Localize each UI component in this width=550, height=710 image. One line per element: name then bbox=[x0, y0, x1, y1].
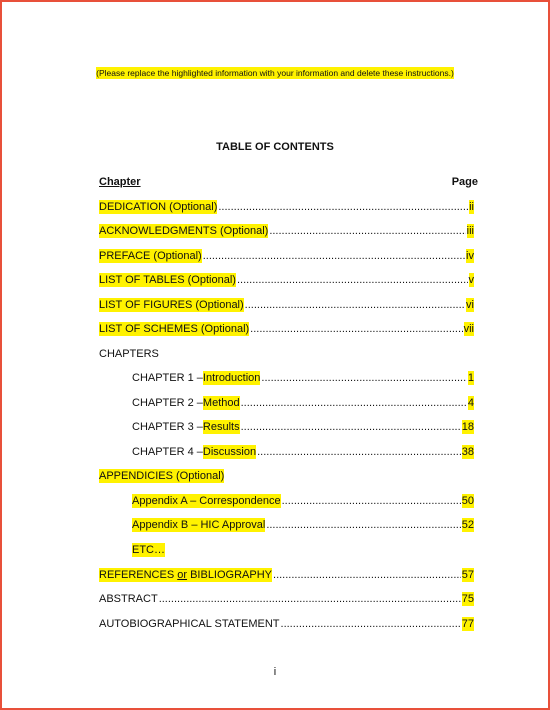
dot-leader bbox=[203, 249, 465, 263]
bibliography-text: BIBLIOGRAPHY bbox=[187, 569, 273, 581]
toc-chapter-2 bbox=[132, 396, 474, 410]
page-column-header: Page bbox=[451, 176, 478, 188]
toc-entry-page: iii bbox=[466, 225, 474, 237]
chapter-prefix: CHAPTER 1 – bbox=[132, 372, 203, 384]
dot-leader bbox=[218, 200, 468, 214]
references-label bbox=[99, 568, 272, 582]
toc-entry-page: 57 bbox=[461, 569, 474, 581]
toc-entry-label: DEDICATION (Optional) bbox=[99, 201, 218, 213]
toc-entry-page: 77 bbox=[461, 618, 474, 630]
dot-leader bbox=[241, 396, 467, 410]
dot-leader bbox=[273, 568, 461, 582]
toc-entry-label: ABSTRACT bbox=[99, 593, 158, 605]
toc-entry-label: ACKNOWLEDGMENTS (Optional) bbox=[99, 225, 269, 237]
toc-appendix-b bbox=[132, 518, 474, 532]
appendix-page: 50 bbox=[461, 495, 474, 507]
dot-leader bbox=[281, 617, 461, 631]
dot-leader bbox=[250, 322, 462, 336]
instructions-note bbox=[2, 68, 548, 78]
toc-entry-page: ii bbox=[469, 201, 474, 213]
toc-entry-dedication bbox=[99, 200, 474, 214]
toc-entry-page: v bbox=[468, 274, 474, 286]
chapters-heading-text: CHAPTERS bbox=[99, 348, 159, 360]
chapter-prefix: CHAPTER 3 – bbox=[132, 421, 203, 433]
toc-entry-label: LIST OF SCHEMES (Optional) bbox=[99, 323, 250, 335]
toc-entry-list-of-tables bbox=[99, 273, 474, 287]
appendices-heading-text: APPENDICIES (Optional) bbox=[99, 470, 225, 482]
toc-entry-autobiographical bbox=[99, 617, 474, 631]
toc-appendix-a bbox=[132, 494, 474, 508]
toc-entry-label: LIST OF TABLES (Optional) bbox=[99, 274, 236, 286]
toc-chapter-1 bbox=[132, 371, 474, 385]
toc-entry-acknowledgments bbox=[99, 224, 474, 238]
instructions-text: (Please replace the highlighted information with your information and delete these instructions.) bbox=[96, 68, 454, 78]
toc-entry-preface bbox=[99, 249, 474, 263]
appendices-heading bbox=[99, 469, 474, 483]
chapter-page: 18 bbox=[461, 421, 474, 433]
chapter-page: 1 bbox=[467, 372, 474, 384]
appendix-label: Appendix B – HIC Approval bbox=[132, 519, 266, 531]
dot-leader bbox=[266, 518, 460, 532]
toc-chapter-4 bbox=[132, 445, 474, 459]
references-text: REFERENCES bbox=[99, 569, 178, 581]
chapters-heading bbox=[99, 347, 474, 361]
toc-etc bbox=[132, 543, 474, 557]
toc-entry-label: AUTOBIOGRAPHICAL STATEMENT bbox=[99, 618, 280, 630]
references-or: or bbox=[177, 569, 188, 581]
chapter-column-header: Chapter bbox=[99, 176, 141, 188]
etc-text: ETC… bbox=[132, 544, 165, 556]
toc-entry-label: LIST OF FIGURES (Optional) bbox=[99, 299, 244, 311]
toc-entry-references bbox=[99, 568, 474, 582]
dot-leader bbox=[261, 371, 466, 385]
toc-header bbox=[99, 176, 478, 188]
toc-chapter-3 bbox=[132, 420, 474, 434]
chapter-page: 4 bbox=[467, 397, 474, 409]
page-number: i bbox=[273, 666, 277, 678]
toc-entry-label: PREFACE (Optional) bbox=[99, 250, 202, 262]
chapter-prefix: CHAPTER 2 – bbox=[132, 397, 203, 409]
chapter-title: Discussion bbox=[202, 446, 257, 458]
toc-entry-list-of-schemes bbox=[99, 322, 474, 336]
chapter-page: 38 bbox=[461, 446, 474, 458]
toc-title: TABLE OF CONTENTS bbox=[216, 141, 334, 153]
toc-entry-list-of-figures bbox=[99, 298, 474, 312]
dot-leader bbox=[282, 494, 461, 508]
appendix-page: 52 bbox=[461, 519, 474, 531]
chapter-title: Introduction bbox=[202, 372, 261, 384]
toc-entry-page: vii bbox=[463, 323, 474, 335]
chapter-title: Results bbox=[202, 421, 240, 433]
dot-leader bbox=[237, 273, 468, 287]
dot-leader bbox=[245, 298, 465, 312]
dot-leader bbox=[159, 592, 461, 606]
dot-leader bbox=[241, 420, 461, 434]
chapter-title: Method bbox=[202, 397, 240, 409]
dot-leader bbox=[269, 224, 465, 238]
toc-entry-page: 75 bbox=[461, 593, 474, 605]
toc-entry-abstract bbox=[99, 592, 474, 606]
appendix-label: Appendix A – Correspondence bbox=[132, 495, 281, 507]
chapter-prefix: CHAPTER 4 – bbox=[132, 446, 203, 458]
dot-leader bbox=[257, 445, 461, 459]
toc-entry-page: vi bbox=[466, 299, 474, 311]
toc-entry-page: iv bbox=[466, 250, 474, 262]
